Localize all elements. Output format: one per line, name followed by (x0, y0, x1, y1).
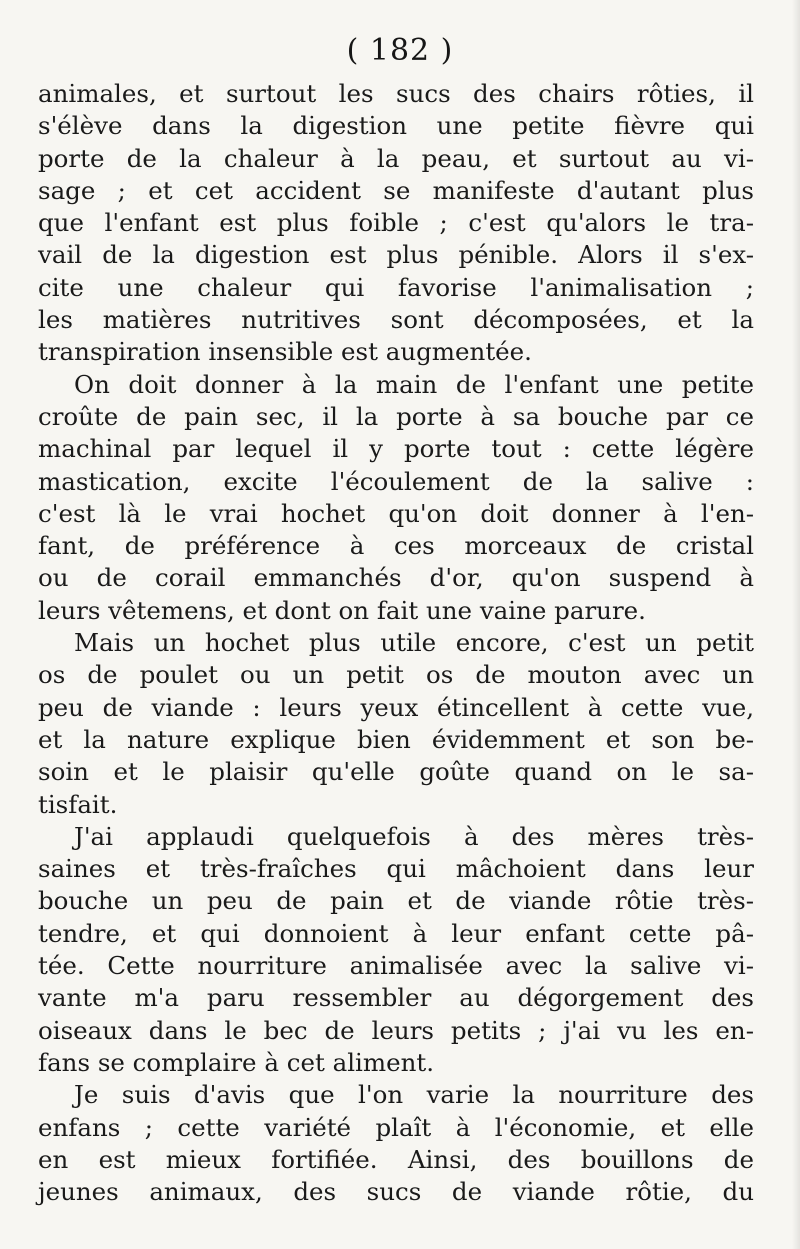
page-text (38, 78, 754, 1208)
text-line: enfans ; cette variété plaît à l'économie, et elle (38, 1112, 754, 1142)
text-line: c'est là le vrai hochet qu'on doit donner à l'en- (38, 498, 754, 528)
text-line: soin et le plaisir qu'elle goûte quand on le sa- (38, 757, 754, 787)
text-line: animales, et surtout les sucs des chairs rôties, il (38, 79, 754, 108)
text-line: os de poulet ou un petit os de mouton avec un (38, 660, 754, 690)
text-line: croûte de pain sec, il la porte à sa bouche par ce (38, 401, 754, 431)
text-line: leurs vêtemens, et dont on fait une vaine parure. (38, 595, 646, 625)
text-line: vail de la digestion est plus pénible. Alors il s'ex- (38, 240, 754, 270)
page-number: ( 182 ) (346, 33, 454, 68)
text-line: que l'enfant est plus foible ; c'est qu'alors le tra- (38, 208, 754, 238)
text-line: et la nature explique bien évidemment et son be- (38, 724, 754, 754)
text-line: machinal par lequel il y porte tout : cette légère (38, 434, 754, 464)
text-line: On doit donner à la main de l'enfant une petite (74, 369, 754, 399)
text-line: tée. Cette nourriture animalisée avec la salive vi- (38, 951, 754, 981)
text-line: saines et très-fraîches qui mâchoient dans leur (38, 854, 754, 884)
text-line: vante m'a paru ressembler au dégorgement des (38, 983, 754, 1013)
text-line: ou de corail emmanchés d'or, qu'on suspend à (38, 563, 754, 593)
text-line: J'ai applaudi quelquefois à des mères très- (74, 821, 754, 851)
page-edge-shadow (792, 0, 800, 1249)
text-line: porte de la chaleur à la peau, et surtout au vi- (38, 143, 754, 173)
text-line: s'élève dans la digestion une petite fièvre qui (38, 111, 754, 141)
text-line: les matières nutritives sont décomposées, et la (38, 305, 754, 335)
text-line: mastication, excite l'écoulement de la salive : (38, 466, 754, 496)
text-line: tisfait. (38, 789, 118, 819)
text-line: Mais un hochet plus utile encore, c'est un petit (74, 628, 754, 658)
text-line: bouche un peu de pain et de viande rôtie très- (38, 886, 754, 916)
text-line: oiseaux dans le bec de leurs petits ; j'ai vu les en- (38, 1015, 754, 1045)
text-line: transpiration insensible est augmentée. (38, 337, 532, 367)
text-line: fans se complaire à cet aliment. (38, 1047, 435, 1077)
text-line: cite une chaleur qui favorise l'animalisation ; (38, 272, 754, 302)
text-line: fant, de préférence à ces morceaux de cristal (38, 531, 754, 561)
text-line: Je suis d'avis que l'on varie la nourriture des (74, 1080, 754, 1110)
text-line: peu de viande : leurs yeux étincellent à cette vue, (38, 692, 754, 722)
text-line: sage ; et cet accident se manifeste d'autant plus (38, 175, 754, 205)
text-line: jeunes animaux, des sucs de viande rôtie, du (38, 1177, 754, 1207)
text-line: en est mieux fortifiée. Ainsi, des bouillons de (38, 1144, 754, 1174)
text-line: tendre, et qui donnoient à leur enfant cette pâ- (38, 918, 754, 948)
